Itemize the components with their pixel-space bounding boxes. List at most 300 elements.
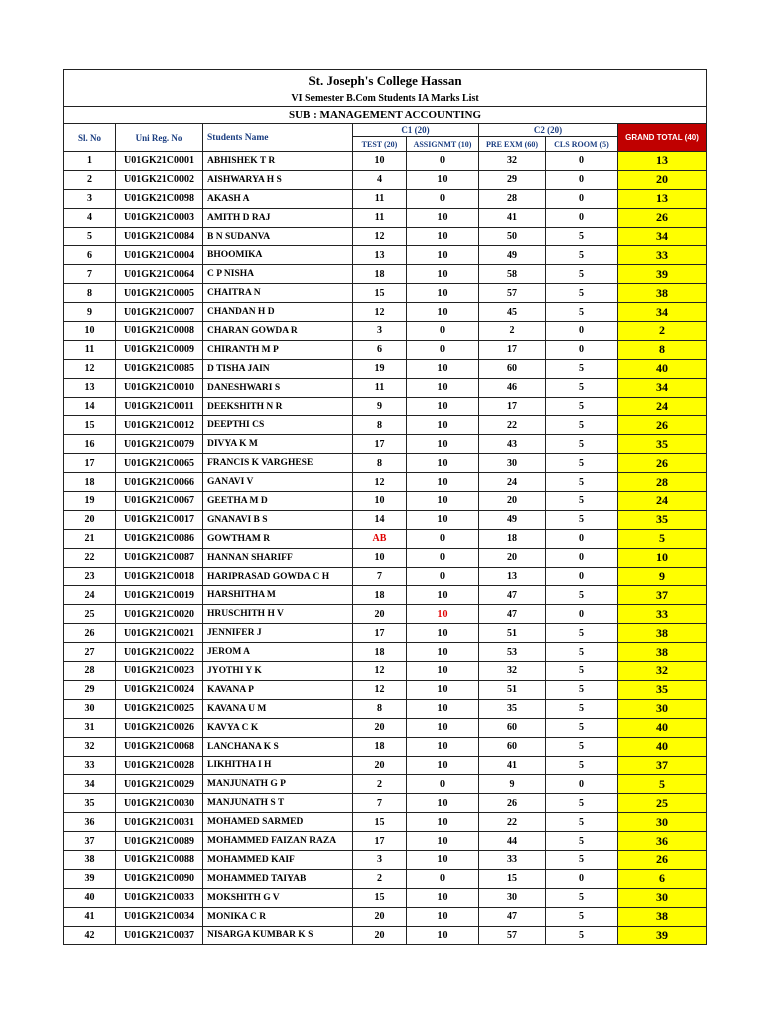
grand-total-cell: 35 — [618, 510, 707, 529]
assignment-mark-cell: 0 — [407, 529, 479, 548]
student-name-cell: DIVYA K M — [203, 435, 353, 454]
pre-exam-mark-cell: 47 — [479, 605, 546, 624]
pre-exam-mark-cell: 51 — [479, 680, 546, 699]
cls-room-mark-cell: 0 — [546, 869, 618, 888]
reg-no-cell: U01GK21C0079 — [116, 435, 203, 454]
table-row — [64, 624, 707, 643]
subject-row — [64, 107, 707, 124]
test-mark-cell: 20 — [353, 907, 407, 926]
table-row — [64, 189, 707, 208]
cls-room-mark-cell: 5 — [546, 265, 618, 284]
reg-no-cell: U01GK21C0029 — [116, 775, 203, 794]
pre-exam-mark-cell: 47 — [479, 907, 546, 926]
reg-no-cell: U01GK21C0024 — [116, 680, 203, 699]
assignment-mark-cell: 0 — [407, 340, 479, 359]
student-name-cell: MOHAMMED KAIF — [203, 850, 353, 869]
sl-no-cell: 14 — [64, 397, 116, 416]
student-name-cell: HARIPRASAD GOWDA C H — [203, 567, 353, 586]
table-row — [64, 492, 707, 511]
table-row — [64, 208, 707, 227]
cls-room-mark-cell: 5 — [546, 246, 618, 265]
assignment-mark-cell: 10 — [407, 303, 479, 322]
test-mark-cell: 7 — [353, 567, 407, 586]
table-row — [64, 378, 707, 397]
reg-no-cell: U01GK21C0001 — [116, 152, 203, 171]
subtitle-row — [64, 91, 707, 107]
assignment-mark-cell: 0 — [407, 189, 479, 208]
sl-no-cell: 23 — [64, 567, 116, 586]
grand-total-cell: 26 — [618, 208, 707, 227]
cls-room-mark-cell: 5 — [546, 888, 618, 907]
table-row — [64, 680, 707, 699]
assignment-mark-cell: 10 — [407, 265, 479, 284]
assignment-mark-cell: 10 — [407, 170, 479, 189]
cls-room-mark-cell: 0 — [546, 567, 618, 586]
student-name-cell: AISHWARYA H S — [203, 170, 353, 189]
reg-no-cell: U01GK21C0084 — [116, 227, 203, 246]
test-mark-cell: 11 — [353, 378, 407, 397]
student-name-cell: AKASH A — [203, 189, 353, 208]
table-row — [64, 152, 707, 171]
sl-no-cell: 15 — [64, 416, 116, 435]
pre-exam-mark-cell: 35 — [479, 699, 546, 718]
test-mark-cell: 8 — [353, 699, 407, 718]
sl-no-cell: 40 — [64, 888, 116, 907]
sl-no-cell: 2 — [64, 170, 116, 189]
pre-exam-mark-cell: 49 — [479, 246, 546, 265]
table-row — [64, 643, 707, 662]
cls-room-mark-cell: 5 — [546, 718, 618, 737]
assignment-mark-cell: 10 — [407, 680, 479, 699]
test-mark-cell: 2 — [353, 775, 407, 794]
pre-exam-mark-cell: 41 — [479, 208, 546, 227]
cls-room-mark-cell: 5 — [546, 907, 618, 926]
assignment-mark-cell: 10 — [407, 662, 479, 681]
grand-total-cell: 35 — [618, 680, 707, 699]
assignment-mark-cell: 10 — [407, 208, 479, 227]
sl-no-cell: 36 — [64, 813, 116, 832]
student-name-cell: MANJUNATH S T — [203, 794, 353, 813]
student-name-cell: NISARGA KUMBAR K S — [203, 926, 353, 945]
reg-no-cell: U01GK21C0067 — [116, 492, 203, 511]
grand-total-cell: 2 — [618, 322, 707, 341]
header-row-1 — [64, 124, 707, 137]
cls-room-mark-cell: 5 — [546, 699, 618, 718]
table-row — [64, 775, 707, 794]
cls-room-mark-cell: 5 — [546, 794, 618, 813]
grand-total-cell: 38 — [618, 284, 707, 303]
student-name-cell: C P NISHA — [203, 265, 353, 284]
test-mark-cell: 2 — [353, 869, 407, 888]
cls-room-mark-cell: 0 — [546, 189, 618, 208]
cls-room-mark-cell: 5 — [546, 643, 618, 662]
reg-no-cell: U01GK21C0066 — [116, 473, 203, 492]
assignment-mark-cell: 10 — [407, 907, 479, 926]
assignment-mark-cell: 10 — [407, 624, 479, 643]
pre-exam-mark-cell: 57 — [479, 284, 546, 303]
col-header-assignment: ASSIGNMT (10) — [407, 137, 479, 152]
student-name-cell: D TISHA JAIN — [203, 359, 353, 378]
grand-total-cell: 33 — [618, 246, 707, 265]
sl-no-cell: 18 — [64, 473, 116, 492]
reg-no-cell: U01GK21C0008 — [116, 322, 203, 341]
student-name-cell: LANCHANA K S — [203, 737, 353, 756]
student-name-cell: MOHAMMED TAIYAB — [203, 869, 353, 888]
student-name-cell: CHAITRA N — [203, 284, 353, 303]
assignment-mark-cell: 10 — [407, 737, 479, 756]
reg-no-cell: U01GK21C0026 — [116, 718, 203, 737]
cls-room-mark-cell: 5 — [546, 416, 618, 435]
assignment-mark-cell: 10 — [407, 813, 479, 832]
sl-no-cell: 30 — [64, 699, 116, 718]
sl-no-cell: 19 — [64, 492, 116, 511]
sl-no-cell: 27 — [64, 643, 116, 662]
pre-exam-mark-cell: 13 — [479, 567, 546, 586]
sl-no-cell: 24 — [64, 586, 116, 605]
table-row — [64, 548, 707, 567]
cls-room-mark-cell: 0 — [546, 208, 618, 227]
assignment-mark-cell: 10 — [407, 492, 479, 511]
cls-room-mark-cell: 0 — [546, 548, 618, 567]
student-name-cell: KAVYA C K — [203, 718, 353, 737]
test-mark-cell: 13 — [353, 246, 407, 265]
table-row — [64, 510, 707, 529]
pre-exam-mark-cell: 53 — [479, 643, 546, 662]
sl-no-cell: 12 — [64, 359, 116, 378]
table-row — [64, 869, 707, 888]
pre-exam-mark-cell: 43 — [479, 435, 546, 454]
grand-total-cell: 40 — [618, 359, 707, 378]
assignment-mark-cell: 10 — [407, 850, 479, 869]
student-name-cell: MOHAMMED FAIZAN RAZA — [203, 832, 353, 851]
cls-room-mark-cell: 5 — [546, 680, 618, 699]
assignment-mark-cell: 10 — [407, 510, 479, 529]
sl-no-cell: 25 — [64, 605, 116, 624]
pre-exam-mark-cell: 15 — [479, 869, 546, 888]
assignment-mark-cell: 10 — [407, 227, 479, 246]
sl-no-cell: 13 — [64, 378, 116, 397]
assignment-mark-cell: 10 — [407, 586, 479, 605]
student-name-cell: CHARAN GOWDA R — [203, 322, 353, 341]
student-name-cell: KAVANA U M — [203, 699, 353, 718]
subject-title: SUB : MANAGEMENT ACCOUNTING — [64, 107, 707, 124]
test-mark-cell: 17 — [353, 435, 407, 454]
sl-no-cell: 7 — [64, 265, 116, 284]
pre-exam-mark-cell: 41 — [479, 756, 546, 775]
reg-no-cell: U01GK21C0037 — [116, 926, 203, 945]
test-mark-cell: 12 — [353, 303, 407, 322]
grand-total-cell: 13 — [618, 152, 707, 171]
student-name-cell: DEEKSHITH N R — [203, 397, 353, 416]
grand-total-cell: 5 — [618, 775, 707, 794]
assignment-mark-cell: 10 — [407, 246, 479, 265]
list-title: VI Semester B.Com Students IA Marks List — [64, 91, 707, 107]
student-name-cell: FRANCIS K VARGHESE — [203, 454, 353, 473]
sl-no-cell: 39 — [64, 869, 116, 888]
grand-total-cell: 26 — [618, 850, 707, 869]
col-header-test: TEST (20) — [353, 137, 407, 152]
table-row — [64, 340, 707, 359]
sl-no-cell: 42 — [64, 926, 116, 945]
pre-exam-mark-cell: 57 — [479, 926, 546, 945]
student-name-cell: GOWTHAM R — [203, 529, 353, 548]
student-name-cell: JEROM A — [203, 643, 353, 662]
assignment-mark-cell: 10 — [407, 832, 479, 851]
col-header-grand-total: GRAND TOTAL (40) — [618, 124, 707, 152]
grand-total-cell: 6 — [618, 869, 707, 888]
assignment-mark-cell: 10 — [407, 756, 479, 775]
grand-total-cell: 37 — [618, 586, 707, 605]
college-name: St. Joseph's College Hassan — [64, 70, 707, 92]
sl-no-cell: 6 — [64, 246, 116, 265]
assignment-mark-cell: 10 — [407, 473, 479, 492]
reg-no-cell: U01GK21C0064 — [116, 265, 203, 284]
grand-total-cell: 25 — [618, 794, 707, 813]
student-name-cell: CHIRANTH M P — [203, 340, 353, 359]
assignment-mark-cell: 10 — [407, 416, 479, 435]
table-row — [64, 907, 707, 926]
col-header-cls-room: CLS ROOM (5) — [546, 137, 618, 152]
cls-room-mark-cell: 0 — [546, 605, 618, 624]
table-row — [64, 284, 707, 303]
student-name-cell: MOHAMED SARMED — [203, 813, 353, 832]
grand-total-cell: 40 — [618, 737, 707, 756]
assignment-mark-cell: 10 — [407, 699, 479, 718]
cls-room-mark-cell: 5 — [546, 397, 618, 416]
student-name-cell: DANESHWARI S — [203, 378, 353, 397]
pre-exam-mark-cell: 26 — [479, 794, 546, 813]
test-mark-cell: 20 — [353, 926, 407, 945]
test-mark-cell: 20 — [353, 605, 407, 624]
cls-room-mark-cell: 5 — [546, 492, 618, 511]
table-row — [64, 454, 707, 473]
assignment-mark-cell: 0 — [407, 567, 479, 586]
reg-no-cell: U01GK21C0086 — [116, 529, 203, 548]
table-row — [64, 718, 707, 737]
sl-no-cell: 34 — [64, 775, 116, 794]
student-name-cell: HRUSCHITH H V — [203, 605, 353, 624]
reg-no-cell: U01GK21C0031 — [116, 813, 203, 832]
sl-no-cell: 33 — [64, 756, 116, 775]
col-header-reg-no: Uni Reg. No — [116, 124, 203, 152]
table-row — [64, 303, 707, 322]
reg-no-cell: U01GK21C0023 — [116, 662, 203, 681]
pre-exam-mark-cell: 49 — [479, 510, 546, 529]
assignment-mark-cell: 10 — [407, 284, 479, 303]
sl-no-cell: 1 — [64, 152, 116, 171]
sl-no-cell: 9 — [64, 303, 116, 322]
pre-exam-mark-cell: 50 — [479, 227, 546, 246]
grand-total-cell: 28 — [618, 473, 707, 492]
pre-exam-mark-cell: 45 — [479, 303, 546, 322]
grand-total-cell: 35 — [618, 435, 707, 454]
title-row — [64, 70, 707, 92]
sl-no-cell: 21 — [64, 529, 116, 548]
grand-total-cell: 34 — [618, 303, 707, 322]
cls-room-mark-cell: 5 — [546, 435, 618, 454]
test-mark-cell: 18 — [353, 643, 407, 662]
grand-total-cell: 33 — [618, 605, 707, 624]
test-mark-cell: 20 — [353, 718, 407, 737]
test-mark-cell: 10 — [353, 152, 407, 171]
student-name-cell: MANJUNATH G P — [203, 775, 353, 794]
assignment-mark-cell: 0 — [407, 322, 479, 341]
reg-no-cell: U01GK21C0009 — [116, 340, 203, 359]
pre-exam-mark-cell: 33 — [479, 850, 546, 869]
cls-room-mark-cell: 5 — [546, 756, 618, 775]
pre-exam-mark-cell: 58 — [479, 265, 546, 284]
test-mark-cell: 3 — [353, 850, 407, 869]
test-mark-cell: 7 — [353, 794, 407, 813]
grand-total-cell: 34 — [618, 378, 707, 397]
pre-exam-mark-cell: 29 — [479, 170, 546, 189]
table-row — [64, 473, 707, 492]
grand-total-cell: 20 — [618, 170, 707, 189]
student-name-cell: AMITH D RAJ — [203, 208, 353, 227]
test-mark-cell: 17 — [353, 624, 407, 643]
marks-table — [63, 69, 707, 945]
col-header-pre-exam: PRE EXM (60) — [479, 137, 546, 152]
table-row — [64, 737, 707, 756]
cls-room-mark-cell: 5 — [546, 454, 618, 473]
table-row — [64, 586, 707, 605]
grand-total-cell: 8 — [618, 340, 707, 359]
reg-no-cell: U01GK21C0098 — [116, 189, 203, 208]
reg-no-cell: U01GK21C0033 — [116, 888, 203, 907]
test-mark-cell: 12 — [353, 662, 407, 681]
reg-no-cell: U01GK21C0010 — [116, 378, 203, 397]
pre-exam-mark-cell: 60 — [479, 737, 546, 756]
table-row — [64, 756, 707, 775]
reg-no-cell: U01GK21C0005 — [116, 284, 203, 303]
test-mark-cell: 18 — [353, 586, 407, 605]
table-row — [64, 529, 707, 548]
assignment-mark-cell: 10 — [407, 397, 479, 416]
assignment-mark-cell: 0 — [407, 152, 479, 171]
sl-no-cell: 26 — [64, 624, 116, 643]
pre-exam-mark-cell: 51 — [479, 624, 546, 643]
reg-no-cell: U01GK21C0085 — [116, 359, 203, 378]
sl-no-cell: 37 — [64, 832, 116, 851]
student-name-cell: HANNAN SHARIFF — [203, 548, 353, 567]
pre-exam-mark-cell: 30 — [479, 454, 546, 473]
sl-no-cell: 32 — [64, 737, 116, 756]
table-row — [64, 699, 707, 718]
sl-no-cell: 5 — [64, 227, 116, 246]
reg-no-cell: U01GK21C0087 — [116, 548, 203, 567]
cls-room-mark-cell: 0 — [546, 529, 618, 548]
table-row — [64, 567, 707, 586]
col-header-c2: C2 (20) — [479, 124, 618, 137]
student-name-cell: B N SUDANVA — [203, 227, 353, 246]
reg-no-cell: U01GK21C0018 — [116, 567, 203, 586]
student-name-cell: ABHISHEK T R — [203, 152, 353, 171]
pre-exam-mark-cell: 32 — [479, 662, 546, 681]
student-name-cell: HARSHITHA M — [203, 586, 353, 605]
grand-total-cell: 30 — [618, 888, 707, 907]
sl-no-cell: 29 — [64, 680, 116, 699]
pre-exam-mark-cell: 18 — [479, 529, 546, 548]
grand-total-cell: 40 — [618, 718, 707, 737]
sl-no-cell: 4 — [64, 208, 116, 227]
assignment-mark-cell: 10 — [407, 718, 479, 737]
table-row — [64, 850, 707, 869]
pre-exam-mark-cell: 22 — [479, 416, 546, 435]
pre-exam-mark-cell: 2 — [479, 322, 546, 341]
pre-exam-mark-cell: 20 — [479, 492, 546, 511]
sl-no-cell: 28 — [64, 662, 116, 681]
student-name-cell: LIKHITHA I H — [203, 756, 353, 775]
table-row — [64, 832, 707, 851]
grand-total-cell: 5 — [618, 529, 707, 548]
reg-no-cell: U01GK21C0088 — [116, 850, 203, 869]
cls-room-mark-cell: 5 — [546, 832, 618, 851]
cls-room-mark-cell: 5 — [546, 926, 618, 945]
student-name-cell: GEETHA M D — [203, 492, 353, 511]
grand-total-cell: 10 — [618, 548, 707, 567]
cls-room-mark-cell: 5 — [546, 303, 618, 322]
test-mark-cell: 11 — [353, 208, 407, 227]
cls-room-mark-cell: 5 — [546, 850, 618, 869]
reg-no-cell: U01GK21C0012 — [116, 416, 203, 435]
reg-no-cell: U01GK21C0020 — [116, 605, 203, 624]
reg-no-cell: U01GK21C0007 — [116, 303, 203, 322]
sl-no-cell: 35 — [64, 794, 116, 813]
assignment-mark-cell: 10 — [407, 435, 479, 454]
table-row — [64, 662, 707, 681]
cls-room-mark-cell: 0 — [546, 170, 618, 189]
grand-total-cell: 13 — [618, 189, 707, 208]
grand-total-cell: 24 — [618, 397, 707, 416]
test-mark-cell: 18 — [353, 265, 407, 284]
sl-no-cell: 22 — [64, 548, 116, 567]
cls-room-mark-cell: 5 — [546, 510, 618, 529]
table-row — [64, 322, 707, 341]
student-name-cell: CHANDAN H D — [203, 303, 353, 322]
student-name-cell: GNANAVI B S — [203, 510, 353, 529]
table-row — [64, 605, 707, 624]
pre-exam-mark-cell: 24 — [479, 473, 546, 492]
test-mark-cell: 11 — [353, 189, 407, 208]
grand-total-cell: 26 — [618, 454, 707, 473]
grand-total-cell: 34 — [618, 227, 707, 246]
student-name-cell: JYOTHI Y K — [203, 662, 353, 681]
sl-no-cell: 31 — [64, 718, 116, 737]
student-name-cell: KAVANA P — [203, 680, 353, 699]
sl-no-cell: 8 — [64, 284, 116, 303]
pre-exam-mark-cell: 17 — [479, 397, 546, 416]
table-row — [64, 926, 707, 945]
cls-room-mark-cell: 5 — [546, 473, 618, 492]
pre-exam-mark-cell: 47 — [479, 586, 546, 605]
sl-no-cell: 38 — [64, 850, 116, 869]
reg-no-cell: U01GK21C0011 — [116, 397, 203, 416]
reg-no-cell: U01GK21C0034 — [116, 907, 203, 926]
grand-total-cell: 39 — [618, 926, 707, 945]
pre-exam-mark-cell: 44 — [479, 832, 546, 851]
pre-exam-mark-cell: 28 — [479, 189, 546, 208]
assignment-mark-cell: 10 — [407, 794, 479, 813]
student-name-cell: MONIKA C R — [203, 907, 353, 926]
cls-room-mark-cell: 0 — [546, 322, 618, 341]
cls-room-mark-cell: 5 — [546, 662, 618, 681]
test-mark-cell: 12 — [353, 680, 407, 699]
reg-no-cell: U01GK21C0017 — [116, 510, 203, 529]
cls-room-mark-cell: 5 — [546, 359, 618, 378]
test-mark-cell: 20 — [353, 756, 407, 775]
table-row — [64, 227, 707, 246]
test-mark-cell: AB — [353, 529, 407, 548]
